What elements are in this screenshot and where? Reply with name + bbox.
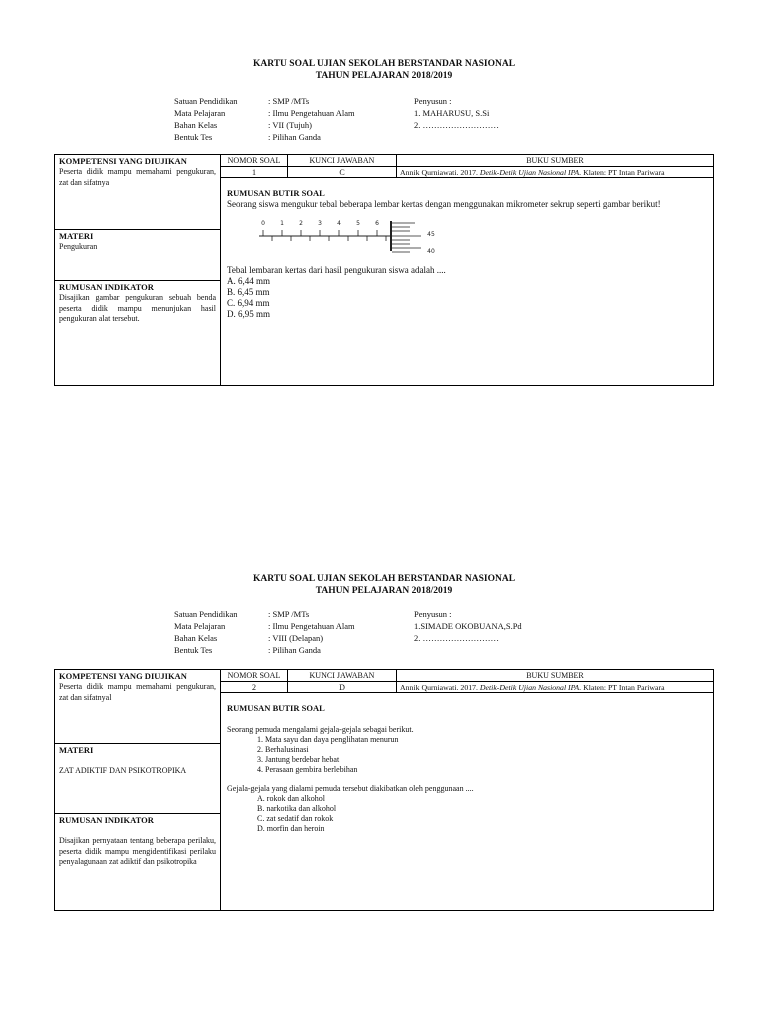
symptom-item: 1. Mata sayu dan daya penglihatan menurun [257, 735, 399, 744]
meta-key: Mata Pelajaran [174, 621, 226, 631]
scale-number: 6 [375, 220, 379, 227]
symptom-item: 2. Berhalusinasi [257, 745, 309, 754]
meta-key: Mata Pelajaran [174, 108, 226, 118]
kompetensi-text: Peserta didik mampu memahami pengukuran, zat dan sifatnya [59, 167, 216, 187]
meta-value: : Ilmu Pengetahuan Alam [268, 108, 355, 118]
penyusun-2: 2. ……………………… [414, 633, 499, 643]
indikator-section [55, 280, 220, 385]
question-block [227, 265, 711, 320]
option-c: C. 6,94 mm [227, 298, 270, 308]
meta-key: Bahan Kelas [174, 633, 218, 643]
symptom-item: 3. Jantung berdebar hebat [257, 755, 340, 764]
thimble-number: 45 [427, 231, 435, 238]
indikator-section [55, 813, 220, 910]
meta-value: : VIII (Delapan) [268, 633, 324, 643]
buku-title: Detik-Detik Ujian Nasional IPA [479, 683, 580, 692]
buku-header: BUKU SUMBER [526, 671, 584, 680]
scale-number: 0 [261, 220, 265, 227]
indikator-text: Disajikan pernyataan tentang beberapa perilaku, peserta didik mampu mengidentifikasi perilaku penyalagunaan zat adiktif dan psikotropika [59, 836, 216, 866]
materi-section [55, 743, 220, 813]
kompetensi-section [55, 155, 220, 229]
meta-value: : Ilmu Pengetahuan Alam [268, 621, 355, 631]
nomor-header: NOMOR SOAL [221, 155, 288, 166]
meta-key: Bentuk Tes [174, 132, 213, 142]
buku-publisher: . Klaten: PT Intan Pariwara [579, 683, 665, 692]
materi-label: MATERI [59, 745, 94, 755]
option-c: C. zat sedatif dan rokok [257, 814, 334, 823]
penyusun-1: 1. MAHARUSU, S.Si [414, 108, 490, 118]
nomor-value: 1 [221, 166, 288, 177]
meta-key: Bahan Kelas [174, 120, 218, 130]
kompetensi-section [55, 670, 220, 743]
butir-soal [227, 188, 711, 210]
penyusun-label: Penyusun : [414, 96, 452, 106]
left-column [55, 155, 221, 385]
buku-author: Annik Qurniawati. 2017. [400, 168, 480, 177]
meta-value: : Pilihan Ganda [268, 645, 321, 655]
left-column [55, 670, 221, 910]
card1-meta [174, 95, 414, 143]
card2-table [54, 669, 714, 911]
buku-publisher: . Klaten: PT Intan Pariwara [579, 168, 665, 177]
materi-label: MATERI [59, 231, 94, 241]
meta-value: : Pilihan Ganda [268, 132, 321, 142]
card2-subtitle: TAHUN PELAJARAN 2018/2019 [315, 586, 453, 596]
nomor-header: NOMOR SOAL [221, 670, 288, 681]
scale-number: 4 [337, 220, 341, 227]
option-d: D. 6,95 mm [227, 309, 271, 319]
kunci-value: D [288, 681, 397, 692]
card1-title: KARTU SOAL UJIAN SEKOLAH BERSTANDAR NASIONAL [252, 59, 516, 69]
kunci-header: KUNCI JAWABAN [288, 670, 397, 681]
meta-value: : SMP /MTs [268, 96, 310, 106]
question-text: Tebal lembaran kertas dari hasil pengukuran siswa adalah .... [227, 265, 446, 275]
options-list [227, 794, 711, 834]
buku-value [397, 681, 713, 692]
symptom-item: 4. Perasaan gembira berlebihan [257, 765, 358, 774]
meta-key: Satuan Pendidikan [174, 96, 238, 106]
scale-number: 1 [280, 220, 284, 227]
buku-value [397, 166, 713, 177]
card1-table [54, 154, 714, 386]
option-d: D. morfin dan heroin [257, 824, 325, 833]
buku-header: BUKU SUMBER [526, 156, 584, 165]
micrometer-image [255, 217, 495, 257]
kompetensi-label: KOMPETENSI YANG DIUJIKAN [59, 671, 187, 681]
kompetensi-text: Peserta didik mampu memahami pengukuran, zat dan sifatnyal [59, 682, 216, 702]
indikator-label: RUMUSAN INDIKATOR [59, 282, 154, 292]
card1-penyusun [414, 95, 499, 131]
meta-value: : SMP /MTs [268, 609, 310, 619]
buku-author: Annik Qurniawati. 2017. [400, 683, 480, 692]
scale-number: 2 [299, 220, 303, 227]
meta-value: : VII (Tujuh) [268, 120, 312, 130]
indikator-label: RUMUSAN INDIKATOR [59, 815, 154, 825]
option-a: A. 6,44 mm [227, 276, 271, 286]
thimble-number: 40 [427, 248, 435, 255]
butir-label: RUMUSAN BUTIR SOAL [227, 188, 325, 198]
card2-penyusun [414, 608, 522, 644]
buku-title: Detik-Detik Ujian Nasional IPA [479, 168, 580, 177]
indikator-text: Disajikan gambar pengukuran sebuah benda peserta didik mampu menunjukan hasil pengukuran alat tersebut. [59, 293, 216, 323]
question-stem: Seorang siswa mengukur tebal beberapa lembar kertas dengan menggunakan mikrometer sekrup seperti gambar berikut! [227, 199, 661, 209]
kunci-header: KUNCI JAWABAN [288, 155, 397, 166]
scale-number: 5 [356, 220, 360, 227]
materi-text: Pengukuran [59, 242, 98, 251]
penyusun-label: Penyusun : [414, 609, 452, 619]
materi-section [55, 229, 220, 280]
option-b: B. 6,45 mm [227, 287, 270, 297]
card2-title: KARTU SOAL UJIAN SEKOLAH BERSTANDAR NASIONAL [252, 574, 516, 584]
card2-meta [174, 608, 414, 656]
question-text: Gejala-gejala yang dialami pemuda tersebut diakibatkan oleh penggunaan .... [227, 784, 474, 793]
symptom-list [227, 735, 711, 775]
penyusun-2: 2. ……………………… [414, 120, 499, 130]
scale-number: 3 [318, 220, 322, 227]
meta-key: Bentuk Tes [174, 645, 213, 655]
butir-label: RUMUSAN BUTIR SOAL [227, 703, 325, 713]
option-b: B. narkotika dan alkohol [257, 804, 337, 813]
kunci-value: C [288, 166, 397, 177]
nomor-value: 2 [221, 681, 288, 692]
butir-soal [227, 703, 711, 834]
materi-text: ZAT ADIKTIF DAN PSIKOTROPIKA [59, 766, 187, 775]
meta-key: Satuan Pendidikan [174, 609, 238, 619]
kompetensi-label: KOMPETENSI YANG DIUJIKAN [59, 156, 187, 166]
card1-subtitle: TAHUN PELAJARAN 2018/2019 [315, 71, 453, 81]
question-stem: Seorang pemuda mengalami gejala-gejala sebagai berikut. [227, 725, 414, 734]
penyusun-1: 1.SIMADE OKOBUANA,S.Pd [414, 621, 522, 631]
option-a: A. rokok dan alkohol [257, 794, 325, 803]
